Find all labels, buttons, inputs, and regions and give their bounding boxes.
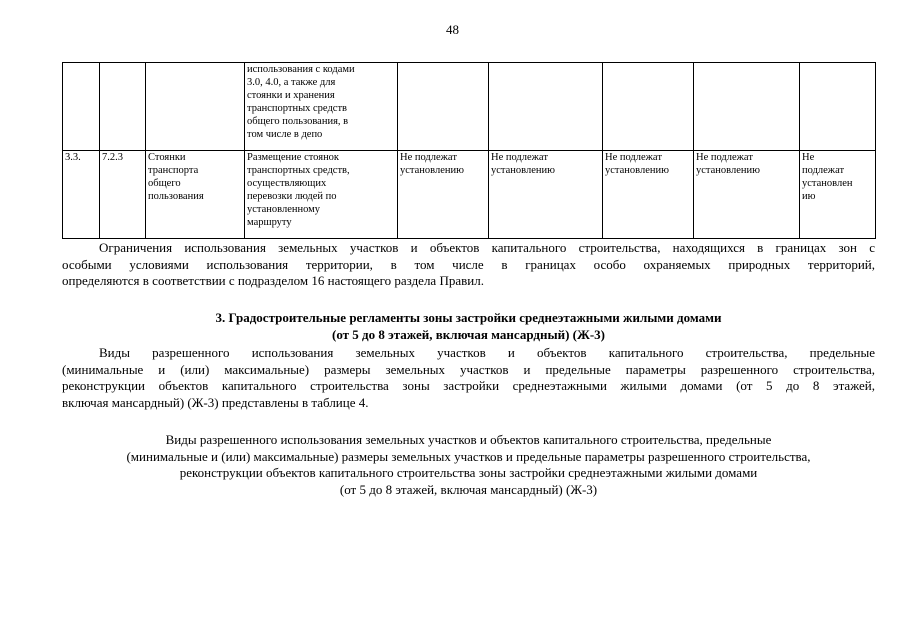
caption-line: реконструкции объектов капитального строительства зоны застройки среднеэтажными жилыми домами [179,465,758,480]
cell-text-line: Не подлежат [605,152,662,163]
table-row [63,63,876,151]
table-cell [489,63,603,151]
table-cell-parameter [694,151,800,239]
table-cell [398,63,489,151]
cell-text-line: маршруту [247,217,292,228]
cell-text-line: осуществляющих [247,178,327,189]
caption-line: (от 5 до 8 этажей, включая мансардный) (Ж-3) [339,481,598,497]
page-number: 48 [446,22,459,37]
cell-text-line: стоянки и хранения [247,90,335,101]
cell-text-line: транспортных средств [247,103,348,114]
section-heading [62,310,875,343]
regulations-table [62,62,876,239]
table-cell-description [245,63,398,151]
table-cell-parameter [603,151,694,239]
paragraph-line: включая мансардный) (Ж-3) представлены в таблице 4. [62,394,369,410]
table-cell-parameter [800,151,876,239]
paragraph-line: Виды разрешенного использования земельных участков и объектов капитального строительства, предельные [99,345,875,360]
cell-text-line: Не подлежат [696,152,753,163]
table-cell-parameter [489,151,603,239]
cell-text-line: перевозки людей по [247,191,337,202]
cell-text-line: использования с кодами [247,64,355,75]
heading-line: (от 5 до 8 этажей, включая мансардный) (Ж-3) [331,326,606,342]
cell-text-line: транспортных средств, [247,165,350,176]
table-row [63,151,876,239]
cell-text-line: общего [148,178,181,189]
table-caption [62,432,875,498]
table-cell [603,63,694,151]
cell-text-line: Не подлежат [400,152,457,163]
table-cell [146,63,245,151]
table-cell-parameter [398,151,489,239]
cell-text-line: подлежат [802,165,845,176]
cell-text-line: пользования [148,191,204,202]
cell-text-line: Не [802,152,815,163]
table-cell-use-name [146,151,245,239]
cell-text-line: общего пользования, в [247,116,349,127]
caption-line: Виды разрешенного использования земельных участков и объектов капитального строительства, предельные [165,432,772,447]
paragraph-line: Ограничения использования земельных участков и объектов капитального строительства, находящихся в границах зон с [99,240,875,255]
paragraph-line: (минимальные и (или) максимальные) размеры земельных участков и предельные параметры разрешенного строительства, [62,361,875,377]
permitted-uses-paragraph [62,345,875,411]
table-cell [63,63,100,151]
cell-text-line: том числе в депо [247,129,323,140]
cell-text-line: установлению [605,165,669,176]
table-cell-description [245,151,398,239]
cell-text-line: Не подлежат [491,152,548,163]
paragraph-line: определяются в соответствии с подразделом 16 настоящего раздела Правил. [62,273,484,288]
paragraph-line: реконструкции объектов капитального строительства зоны застройки среднеэтажными жилыми домами (от 5 до 8 этажей, [62,378,875,393]
caption-line: (минимальные и (или) максимальные) размеры земельных участков и предельные параметры разрешенного строительства, [126,448,811,464]
cell-text-line: Размещение стоянок [247,152,340,163]
table-cell-number: 3.3. [63,151,100,239]
cell-text-line: установленному [247,204,321,215]
table-cell [694,63,800,151]
restrictions-paragraph [62,240,875,290]
table-cell [800,63,876,151]
cell-text-line: установлению [400,165,464,176]
cell-text-line: установлению [491,165,555,176]
cell-text-line: транспорта [148,165,199,176]
cell-text-line: установлению [696,165,760,176]
cell-text-line: ию [802,191,816,202]
cell-text-line: установлен [802,178,853,189]
cell-text-line: Стоянки [148,152,186,163]
table-cell [100,63,146,151]
paragraph-line: особыми условиями использования территории, в том числе в границах особо охраняемых природных территорий, [62,256,875,272]
heading-line: 3. Градостроительные регламенты зоны застройки среднеэтажными жилыми домами [215,310,722,325]
cell-text-line: 3.0, 4.0, а также для [247,77,336,88]
table-cell-code: 7.2.3 [100,151,146,239]
